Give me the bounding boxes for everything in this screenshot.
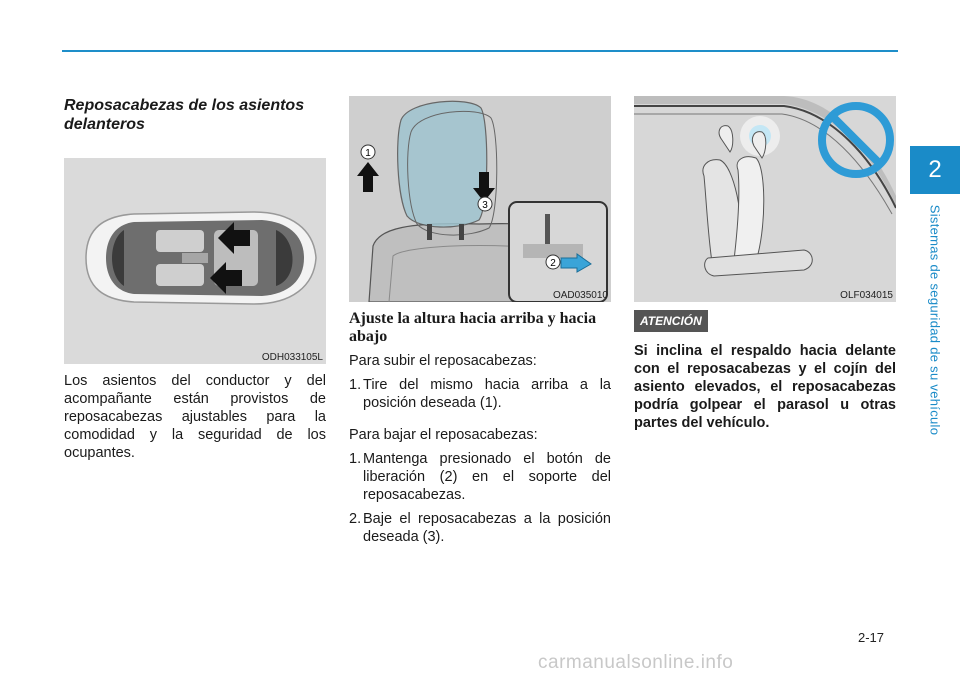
warning-text: Si inclina el respaldo hacia delante con el reposacabezas y el cojín del asiento elevados, el reposacabezas podría golpear el parasol u otras partes del vehículo. [634, 343, 896, 431]
lower-intro: Para bajar el reposacabezas: [349, 427, 538, 443]
column-1 [64, 96, 326, 462]
warning-badge: ATENCIÓN [634, 310, 708, 332]
figure-code: ODH033105L [261, 352, 323, 363]
headrest-adjust-illustration [349, 96, 611, 302]
list-item: 1. Tire del mismo hacia arriba a la posición deseada (1). [349, 377, 611, 411]
raise-steps [349, 376, 611, 412]
car-top-view-illustration [64, 158, 326, 364]
figure-code: OAD035010 [552, 290, 608, 301]
section-heading: Reposacabezas de los asientos delanteros [64, 97, 305, 133]
chapter-tab: 2 [910, 146, 960, 194]
column-3 [634, 96, 896, 432]
callout-3: 3 [482, 200, 488, 211]
callout-2: 2 [550, 258, 556, 269]
column-2 [349, 96, 611, 552]
reclined-seat-figure [634, 96, 896, 302]
lower-steps [349, 450, 611, 546]
list-item: 2. Baje el reposacabezas a la posición deseada (3). [349, 511, 611, 545]
callout-1: 1 [365, 148, 371, 159]
reclined-seat-illustration [634, 96, 896, 302]
page-number: 2-17 [858, 630, 885, 645]
intro-paragraph: Los asientos del conductor y del acompañante están provistos de reposacabezas ajustables para la comodidad y la seguridad de los ocupantes. [64, 373, 326, 461]
adjust-heading: Ajuste la altura hacia arriba y hacia abajo [349, 310, 597, 345]
watermark: carmanualsonline.info [538, 652, 734, 673]
top-rule [62, 50, 898, 52]
figure-code: OLF034015 [840, 290, 893, 301]
headrest-adjust-figure [349, 96, 611, 302]
raise-intro: Para subir el reposacabezas: [349, 353, 537, 369]
car-top-view-figure [64, 158, 326, 364]
list-item: 1. Mantenga presionado el botón de liberación (2) en el soporte del reposacabezas. [349, 451, 611, 503]
chapter-title: Sistemas de seguridad de su vehículo [927, 204, 943, 436]
